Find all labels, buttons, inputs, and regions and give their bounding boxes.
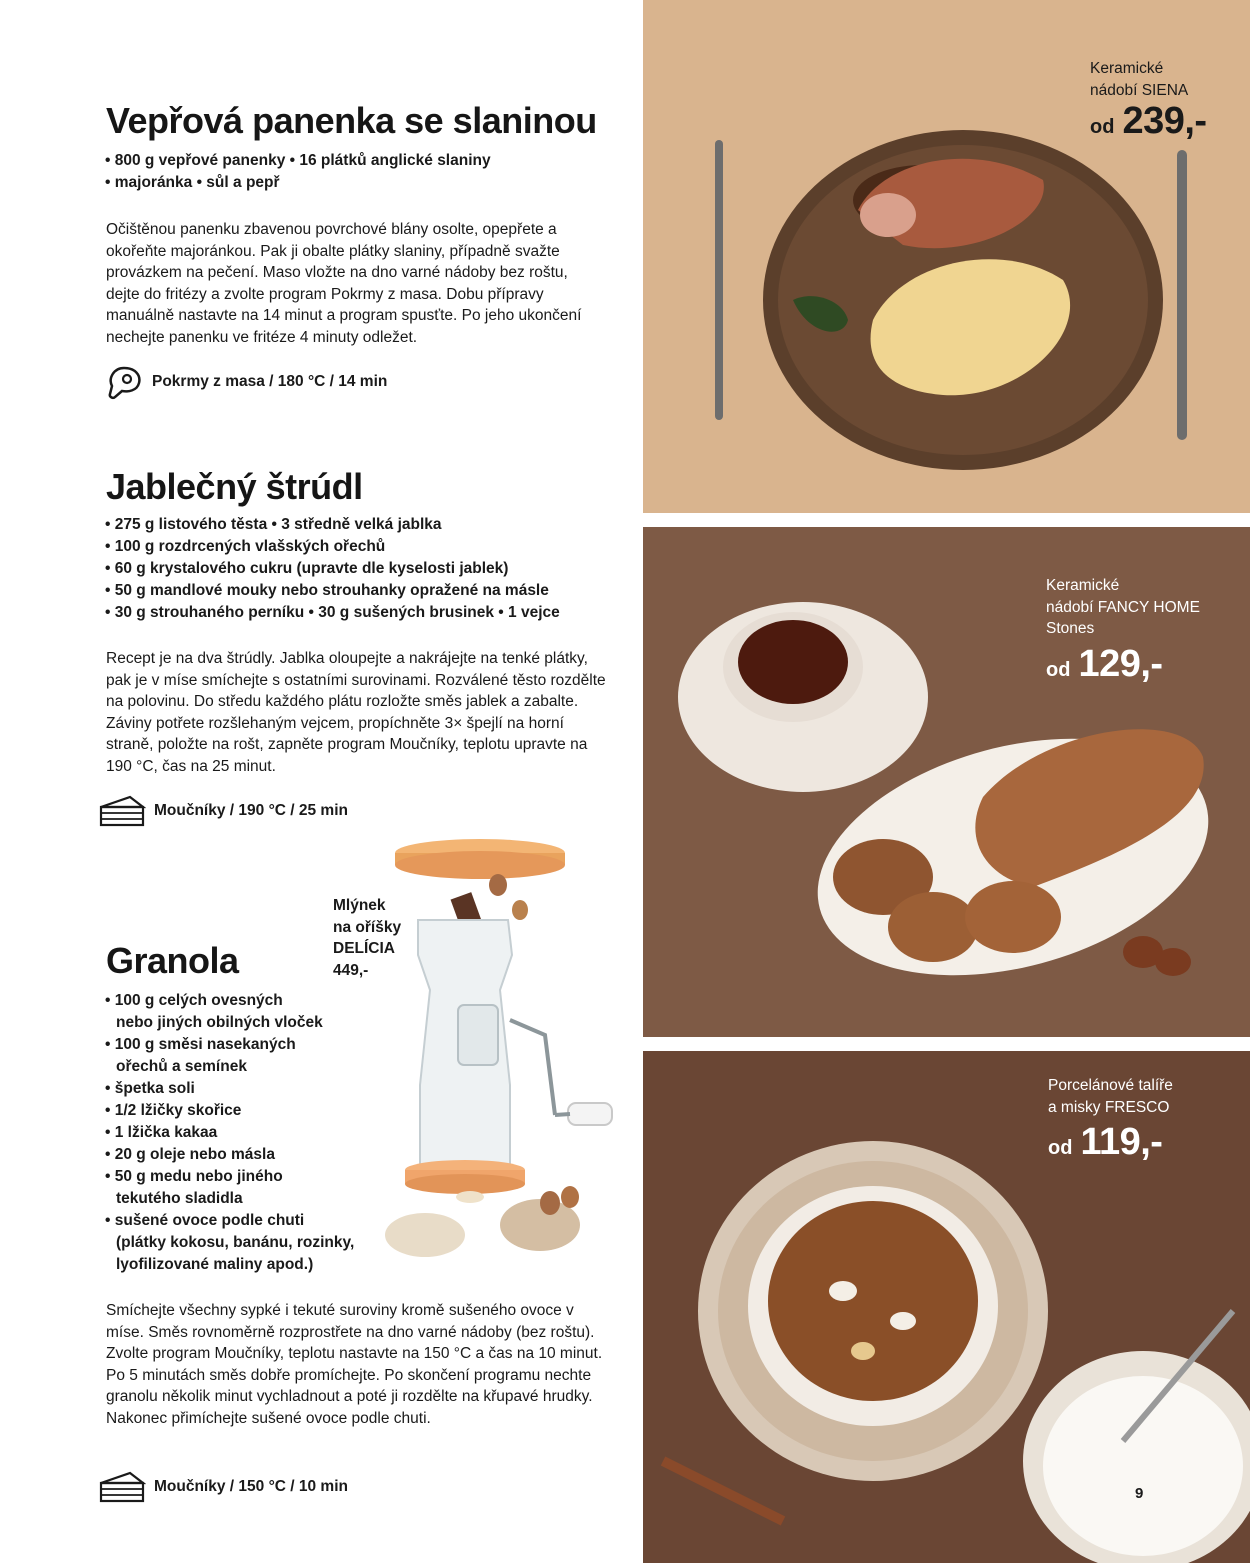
program-info-pork (104, 364, 387, 400)
ingredient-line: • 20 g oleje nebo másla (105, 1146, 275, 1163)
ingredient-line: • 800 g vepřové panenky • 16 plátků anglické slaniny (105, 152, 491, 169)
offer-label-fancy-home (1046, 575, 1200, 640)
offer-label-line: Keramické (1046, 577, 1120, 594)
offer-label-line: a misky FRESCO (1048, 1098, 1170, 1116)
instructions-pork: Očištěnou panenku zbavenou povrchové blány osolte, opepřete a okořeňte majoránkou. Pak ji obalte plátky slaniny, případně svažte provázkem na pečení. Maso vložte na dno varné nádoby bez roštu, dejte do fritézy a zvolte program Pokrmy z masa. Dobu přípravy manuálně nastavte na 14 minut a program spusťte. Po jeho ukončení nechejte panenku ve fritéze 4 minuty odležet. (106, 221, 582, 346)
ingredient-line: • špetka soli (105, 1080, 195, 1097)
ingredient-line: • 100 g celých ovesných (105, 992, 283, 1009)
ingredients-list-granola (105, 990, 375, 1276)
recipe-title-pork: Vepřová panenka se slaninou (106, 100, 597, 141)
ingredient-line: nebo jiných obilných vloček (116, 1014, 323, 1031)
offer-label-fresco (1048, 1075, 1173, 1118)
instructions-strudel: Recept je na dva štrúdly. Jablka oloupejte a nakrájejte na tenké plátky, pak je v míse smíchejte s ostatními surovinami. Rozválené těsto rozdělte na polovinu. Do středu každého plátu rozložte směs jablek a zabalte. Záviny potřete rozšlehaným vejcem, propíchněte 3× špejlí na horní straně, položte na rošt, zapněte program Moučníky, teplotu upravte na 190 °C, čas na 25 minut. (106, 650, 606, 775)
photo-panel-fresco (643, 1051, 1250, 1563)
photo-panel-fancy-home (643, 527, 1250, 1037)
offer-label-line: nádobí FANCY HOME (1046, 598, 1200, 616)
ingredient-line: • 100 g rozdrcených vlašských ořechů (105, 538, 386, 555)
grinder-label-line: na oříšky (333, 918, 402, 936)
photo-panel-siena (643, 0, 1250, 513)
program-info-strudel (98, 794, 348, 828)
offer-label-line: Porcelánové talíře (1048, 1077, 1173, 1094)
grinder-label-line: Mlýnek (333, 897, 386, 914)
program-text: Moučníky / 190 °C / 25 min (154, 802, 348, 819)
ingredient-line: • 100 g směsi nasekaných (105, 1036, 296, 1053)
grinder-product-image (380, 825, 630, 1105)
ingredient-line: • majoránka • sůl a pepř (105, 174, 280, 191)
grinder-label-line: DELÍCIA (333, 940, 395, 957)
recipe-title-granola: Granola (106, 940, 239, 981)
recipe-title-strudel: Jablečný štrúdl (106, 466, 363, 507)
ingredients-list-strudel (105, 514, 625, 624)
price-value: 119,- (1080, 1121, 1163, 1163)
ingredient-line: (plátky kokosu, banánu, rozinky, (116, 1234, 355, 1251)
offer-label-line: Keramické (1090, 60, 1164, 77)
price-prefix: od (1048, 1137, 1073, 1159)
ingredient-line: • 60 g krystalového cukru (upravte dle kyselosti jablek) (105, 560, 509, 577)
ingredient-line: lyofilizované maliny apod.) (116, 1256, 314, 1273)
meat-icon (104, 364, 144, 400)
offer-price-fancy-home (1046, 643, 1163, 686)
offer-label-line: Stones (1046, 620, 1095, 637)
price-value: 239,- (1122, 100, 1207, 142)
ingredient-line: • 30 g strouhaného perníku • 30 g sušených brusinek • 1 vejce (105, 604, 560, 621)
grinder-price: 449,- (333, 961, 369, 979)
price-prefix: od (1046, 659, 1071, 681)
offer-price-fresco (1048, 1121, 1162, 1164)
program-text: Moučníky / 150 °C / 10 min (154, 1478, 348, 1495)
ingredient-line: • 275 g listového těsta • 3 středně velká jablka (105, 516, 442, 533)
offer-label-line: nádobí SIENA (1090, 81, 1189, 99)
program-text: Pokrmy z masa / 180 °C / 14 min (152, 373, 388, 390)
ingredient-line: • sušené ovoce podle chuti (105, 1212, 305, 1229)
ingredient-line: • 50 g mandlové mouky nebo strouhanky opražené na másle (105, 582, 549, 599)
grinder-label (333, 895, 401, 981)
ingredient-line: • 50 g medu nebo jiného (105, 1168, 283, 1185)
page-number: 9 (1135, 1485, 1144, 1502)
offer-label-siena (1090, 58, 1188, 101)
ingredient-line: tekutého sladidla (116, 1190, 243, 1207)
offer-price-siena (1090, 100, 1207, 143)
instructions-granola: Smíchejte všechny sypké i tekuté suroviny kromě sušeného ovoce v míse. Směs rovnoměrně rozprostřete na dno varné nádoby (bez roštu). Zvolte program Moučníky, teplotu nastavte na 150 °C a čas na 10 minut. Po 5 minutách směs dobře promíchejte. Po skončení programu nechte granolu několik minut vychladnout a poté ji rozdělte na křupavé hrudky. Nakonec přimíchejte sušené ovoce podle chuti. (106, 1302, 603, 1427)
program-info-granola (98, 1470, 348, 1504)
price-value: 129,- (1078, 643, 1163, 685)
ingredients-list-pork (105, 150, 625, 194)
price-prefix: od (1090, 116, 1115, 138)
cake-icon (98, 1470, 146, 1504)
ingredient-line: ořechů a semínek (116, 1058, 247, 1075)
cake-icon (98, 794, 146, 828)
ingredient-line: • 1/2 lžičky skořice (105, 1102, 242, 1119)
ingredient-line: • 1 lžička kakaa (105, 1124, 218, 1141)
